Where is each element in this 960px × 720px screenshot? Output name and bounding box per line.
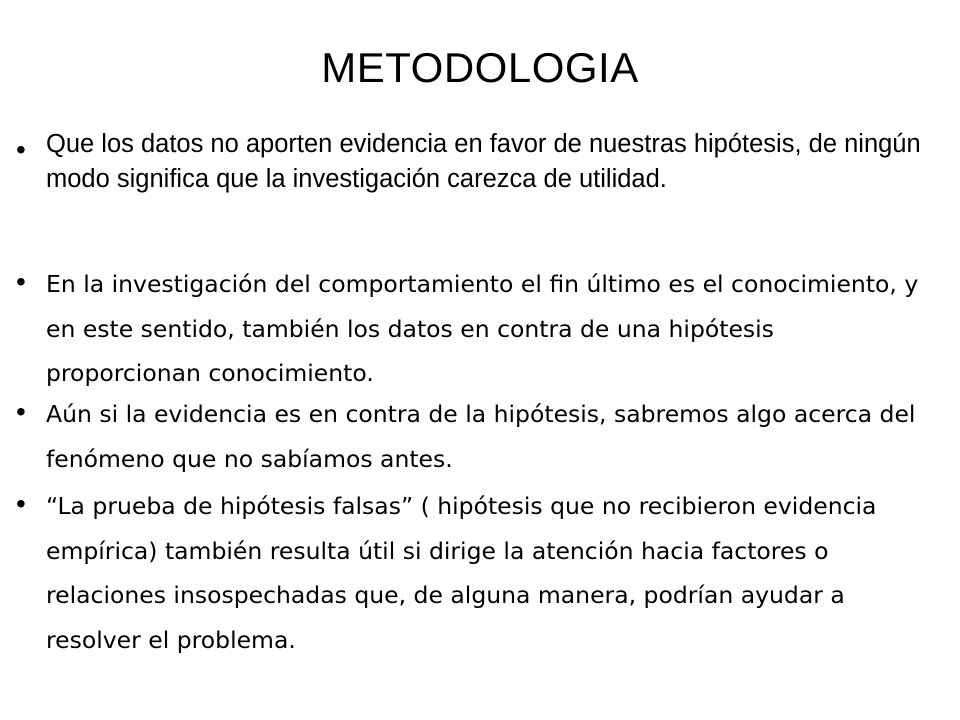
bullet-marker-icon: • xyxy=(16,134,26,165)
bullet-marker-icon: • xyxy=(16,266,26,297)
bullet-text-3: Aún si la evidencia es en contra de la hipótesis, sabremos algo acerca del fenómeno que no sabíamos antes. xyxy=(46,400,916,473)
slide-title: METODOLOGIA xyxy=(321,44,639,91)
bullet-marker-icon: • xyxy=(16,488,26,519)
bullet-marker-icon: • xyxy=(16,396,26,427)
bullet-text-2: En la investigación del comportamiento el fin último es el conocimiento, y en este sentido, también los datos en contra de una hipótesis proporcionan conocimiento. xyxy=(46,270,919,387)
bullet-text-4: “La prueba de hipótesis falsas” ( hipótesis que no recibieron evidencia empírica) también resulta útil si dirige la atención hacia factores o relaciones insospechadas que, de alguna manera, podrían ayudar a resolver el problema. xyxy=(46,492,877,654)
bullet-text-1: Que los datos no aporten evidencia en favor de nuestras hipótesis, de ningún modo significa que la investigación carezca de utilidad. xyxy=(46,130,921,193)
